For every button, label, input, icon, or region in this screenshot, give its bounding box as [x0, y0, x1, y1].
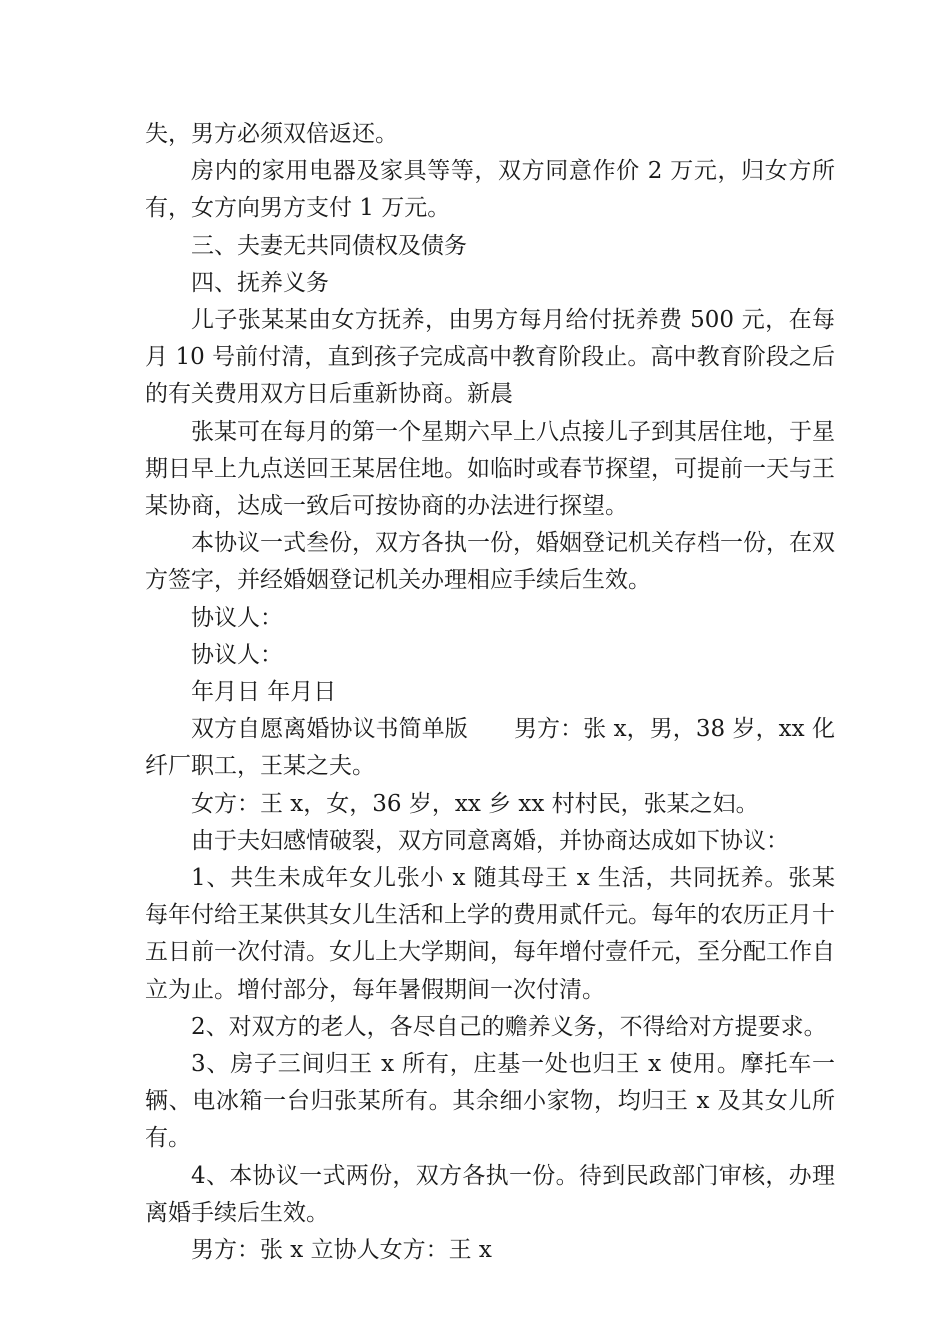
- date-line: 年月日 年月日: [191, 679, 337, 706]
- paragraph-wife-info: 女方：王 x，女，36 岁，xx 乡 xx 村村民，张某之妇。: [191, 790, 759, 817]
- clause-1: 1、共生未成年女儿张小 x 随其母王 x 生活，共同抚养。张某每年付给王某供其女儿生活和上学的费用贰仟元。每年的农历正月十五日前一次付清。女儿上大学期间，每年增付壹仟元，至分配工作自立为止。增付部分，每年暑假期间一次付清。: [145, 865, 835, 1003]
- signature-line: 男方：张 x 立协人女方：王 x: [191, 1237, 492, 1264]
- section-heading-support: 四、抚养义务: [191, 269, 329, 296]
- paragraph-agreement-intro: 由于夫妇感情破裂，双方同意离婚，并协商达成如下协议：: [191, 827, 789, 854]
- document-body: [145, 116, 835, 1269]
- clause-3: 3、房子三间归王 x 所有，庄基一处也归王 x 使用。摩托车一辆、电冰箱一台归张某所有。其余细小家物，均归王 x 及其女儿所有。: [145, 1051, 835, 1152]
- paragraph-child-support: 儿子张某某由女方抚养，由男方每月给付抚养费 500 元，在每月 10 号前付清，直到孩子完成高中教育阶段止。高中教育阶段之后的有关费用双方日后重新协商。新晨: [145, 307, 835, 408]
- signatory-line-1: 协议人：: [191, 604, 283, 631]
- section-heading-debts: 三、夫妻无共同债权及债务: [191, 232, 467, 259]
- clause-4: 4、本协议一式两份，双方各执一份。待到民政部门审核，办理离婚手续后生效。: [145, 1162, 835, 1226]
- paragraph-second-agreement-title: 双方自愿离婚协议书简单版 男方：张 x，男，38 岁，xx 化纤厂职工，王某之夫。: [145, 716, 835, 780]
- paragraph-visitation: 张某可在每月的第一个星期六早上八点接儿子到其居住地，于星期日早上九点送回王某居住地。如临时或春节探望，可提前一天与王某协商，达成一致后可按协商的办法进行探望。: [145, 418, 835, 520]
- clause-2: 2、对双方的老人，各尽自己的赡养义务，不得给对方提要求。: [191, 1013, 827, 1040]
- paragraph-continuation: 失，男方必须双倍返还。: [145, 121, 398, 147]
- paragraph-appliances: 房内的家用电器及家具等等，双方同意作价 2 万元，归女方所有，女方向男方支付 1 万元。: [145, 158, 835, 222]
- signatory-line-2: 协议人：: [191, 641, 283, 668]
- paragraph-copies: 本协议一式叁份，双方各执一份，婚姻登记机关存档一份，在双方签字，并经婚姻登记机关办理相应手续后生效。: [145, 530, 835, 594]
